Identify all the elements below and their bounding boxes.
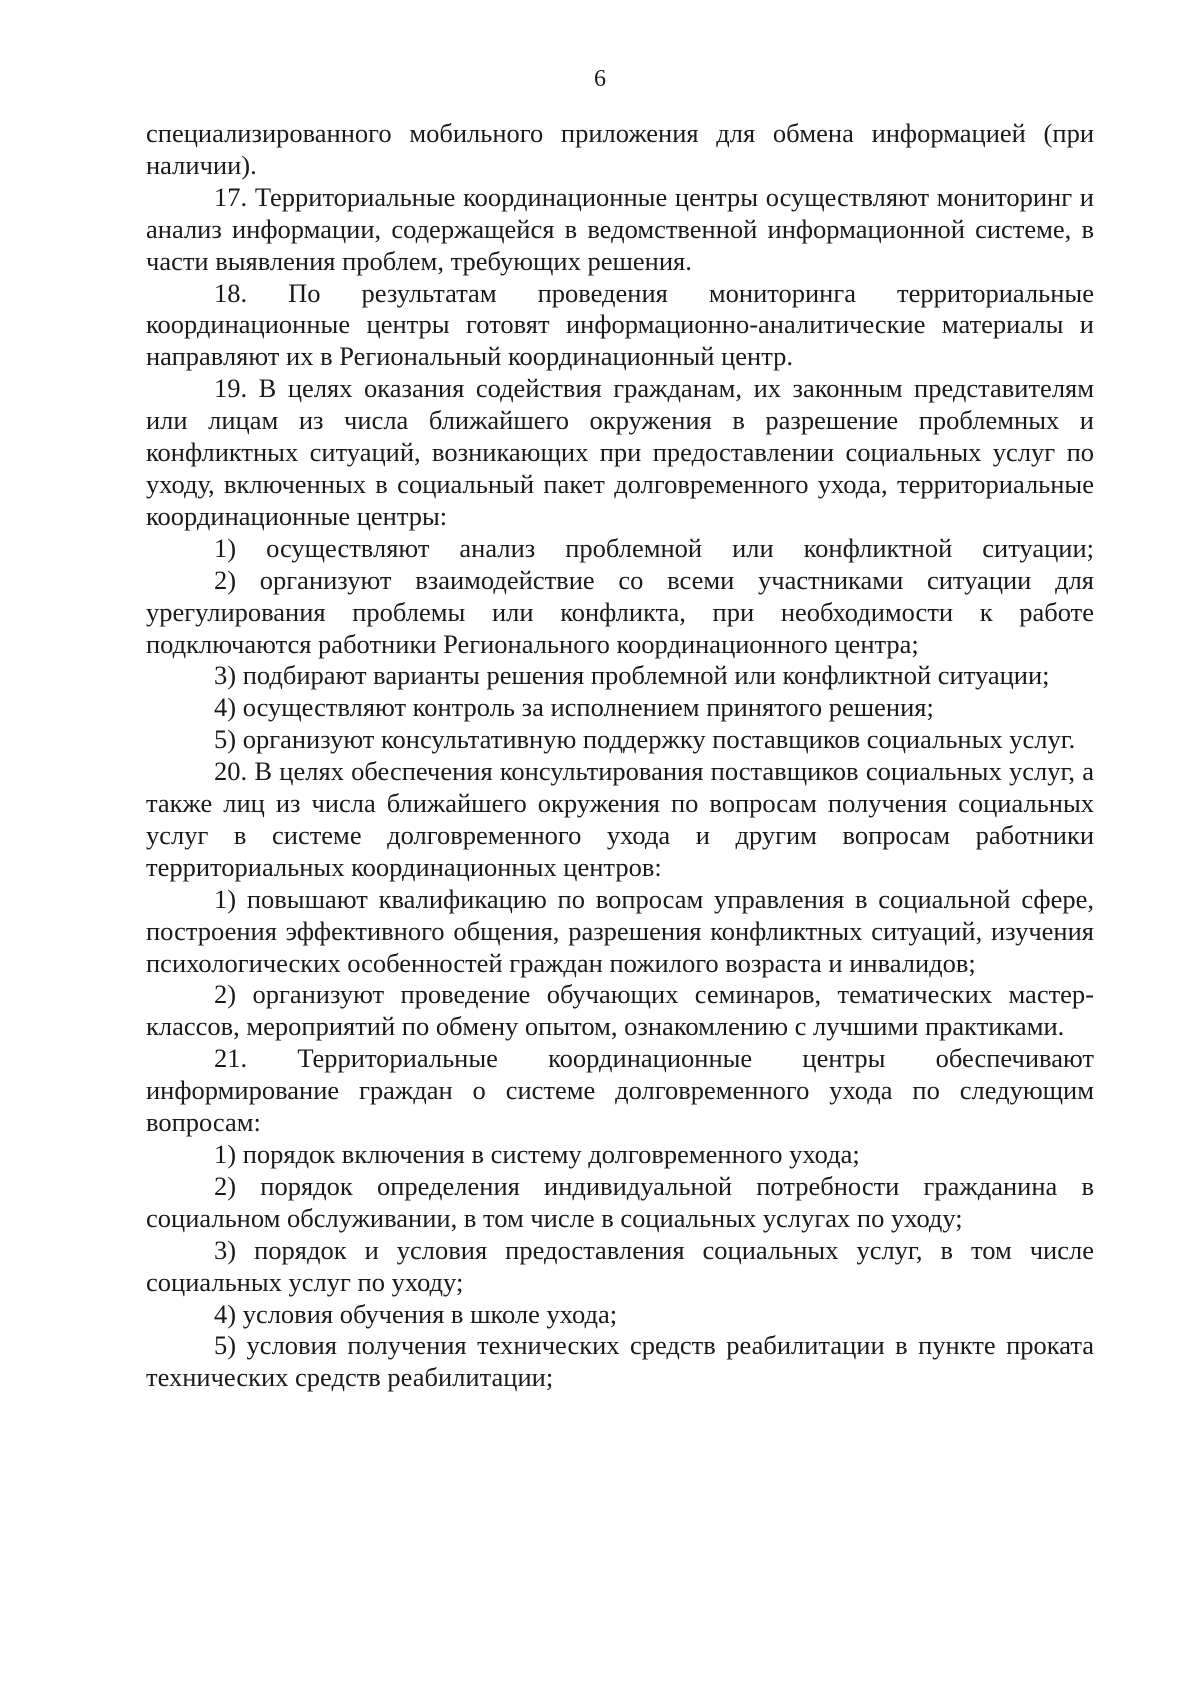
- list-item-19-3: 3) подбирают варианты решения проблемной или конфликтной ситуации;: [214, 660, 1050, 691]
- paragraph-item-20: 20. В целях обеспечения консультирования поставщиков социальных услуг, а также лиц из числа ближайшего окружения по вопросам получения социальных услуг в системе долговременного ухода и другим вопросам работники территориальных координационных центров:: [146, 756, 1094, 882]
- paragraph-item-19: 19. В целях оказания содействия гражданам, их законным представителям или лицам из числа ближайшего окружения в разрешение проблемных и конфликтных ситуаций, возникающих при предоставлении социальных услуг по уходу, включенных в социальный пакет долговременного ухода, территориальные координационные центры:: [146, 373, 1094, 531]
- list-item-20-2: 2) организуют проведение обучающих семинаров, тематических мастер-классов, мероприятий по обмену опытом, ознакомлению с лучшими практиками.: [146, 979, 1094, 1042]
- paragraph-item-18: 18. По результатам проведения мониторинга территориальные координационные центры готовят информационно-аналитические материалы и направляют их в Региональный координационный центр.: [146, 277, 1094, 372]
- document-body: [146, 118, 1094, 1394]
- paragraph-item-21: 21. Территориальные координационные центры обеспечивают информирование граждан о системе долговременного ухода по следующим вопросам:: [146, 1043, 1094, 1138]
- list-item-21-3: 3) порядок и условия предоставления социальных услуг, в том числе социальных услуг по уходу;: [146, 1234, 1094, 1297]
- list-item-20-1: 1) повышают квалификацию по вопросам управления в социальной сфере, построения эффективного общения, разрешения конфликтных ситуаций, изучения психологических особенностей граждан пожилого возраста и инвалидов;: [146, 883, 1094, 978]
- list-item-21-4: 4) условия обучения в школе ухода;: [214, 1298, 618, 1329]
- paragraph-item-17: 17. Территориальные координационные центры осуществляют мониторинг и анализ информации, содержащейся в ведомственной информационной системе, в части выявления проблем, требующих решения.: [146, 181, 1094, 276]
- list-item-21-5: 5) условия получения технических средств реабилитации в пункте проката технических средств реабилитации;: [146, 1330, 1094, 1393]
- list-item-19-4: 4) осуществляют контроль за исполнением принятого решения;: [214, 692, 934, 723]
- list-item-21-2: 2) порядок определения индивидуальной потребности гражданина в социальном обслуживании, в том числе в социальных услугах по уходу;: [146, 1170, 1094, 1233]
- paragraph-continuation: специализированного мобильного приложения для обмена информацией (при наличии).: [146, 118, 1094, 180]
- list-item-21-1: 1) порядок включения в систему долговременного ухода;: [214, 1139, 860, 1169]
- list-item-19-5: 5) организуют консультативную поддержку поставщиков социальных услуг.: [214, 724, 1076, 755]
- page-number: 6: [594, 66, 606, 92]
- list-item-19-2: 2) организуют взаимодействие со всеми участниками ситуации для урегулирования проблемы или конфликта, при необходимости к работе подключаются работники Регионального координационного центра;: [146, 564, 1094, 659]
- list-item-19-1: 1) осуществляют анализ проблемной или конфликтной ситуации;: [214, 532, 1094, 563]
